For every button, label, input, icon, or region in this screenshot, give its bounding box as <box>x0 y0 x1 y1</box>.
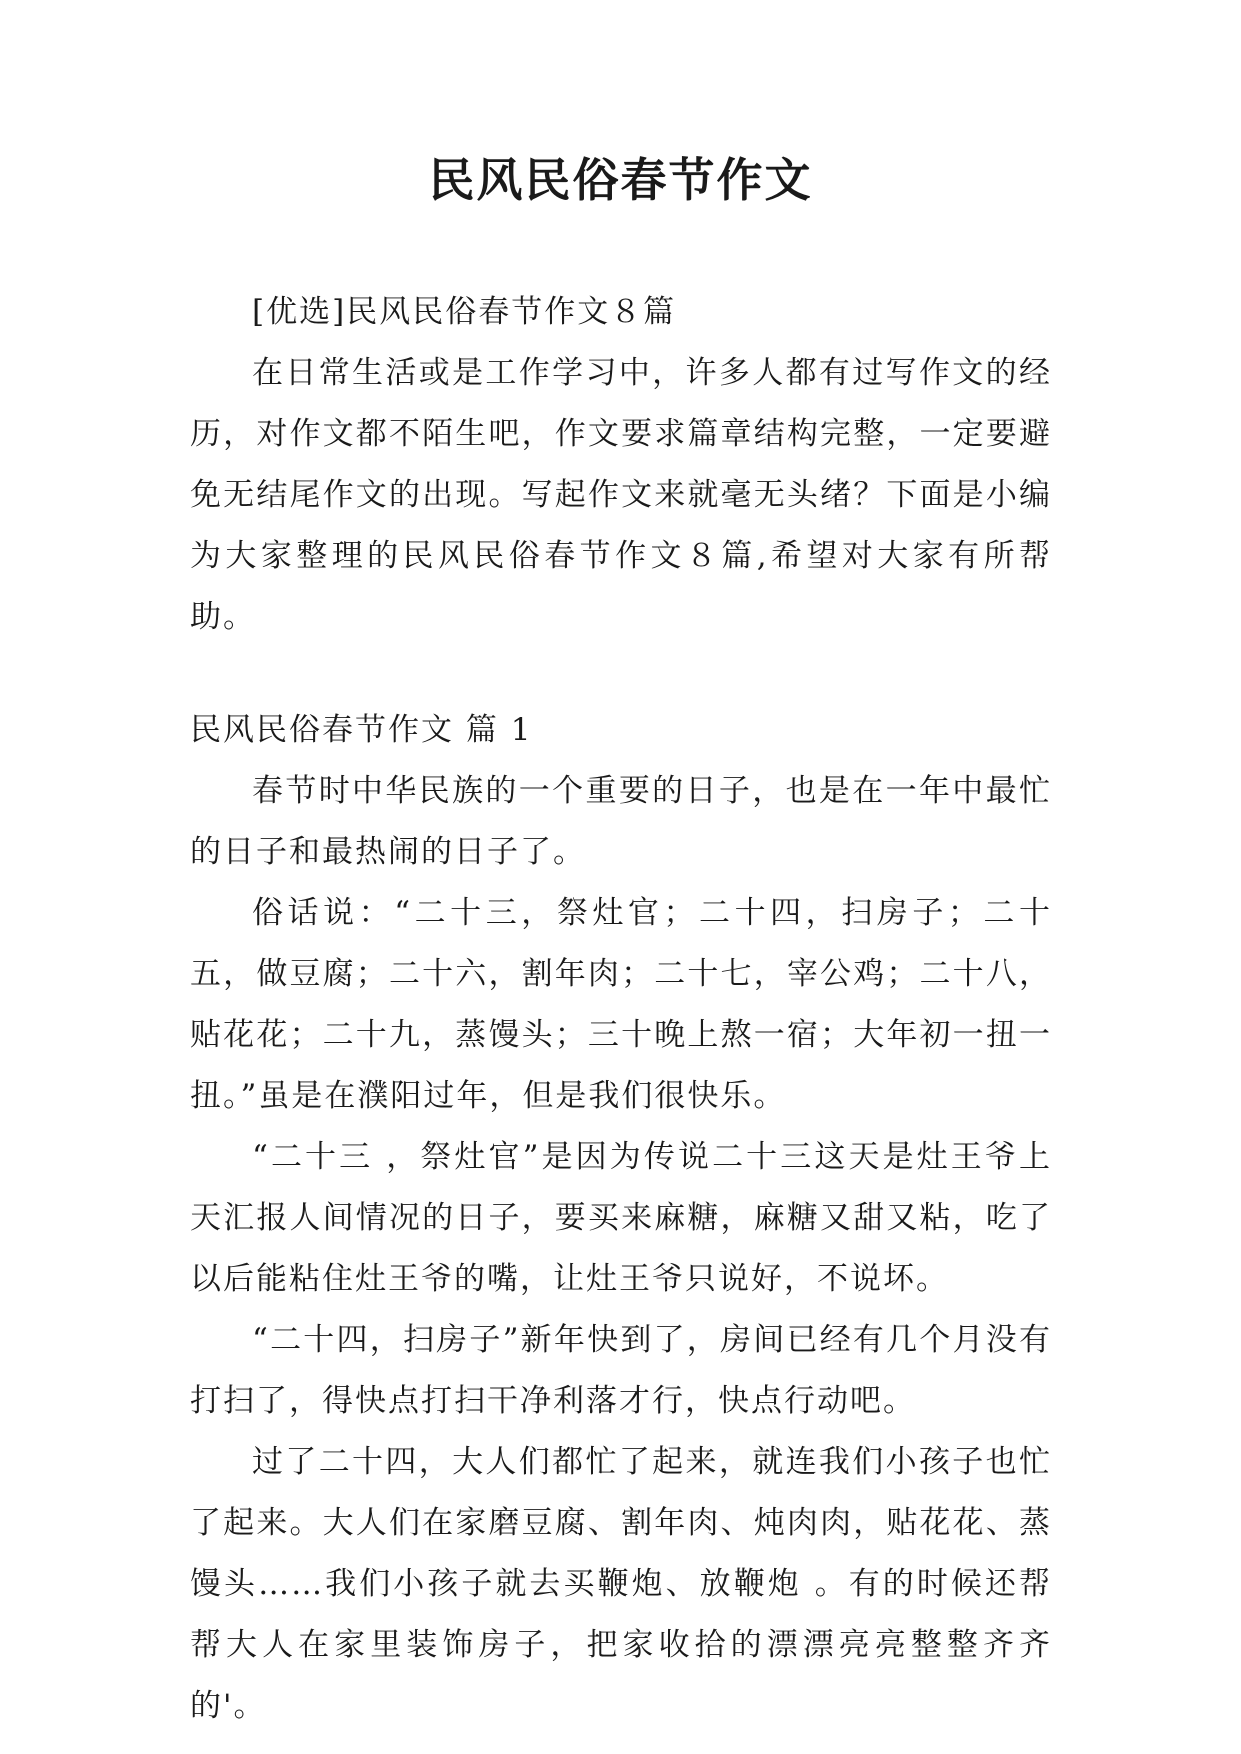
section-heading: 民风民俗春节作文 篇 1 <box>190 712 533 748</box>
body-paragraph: “二十三 ，祭灶官”是因为传说二十三这天是灶王爷上天汇报人间情况的日子，要买来麻糖，麻糖又甜又粘，吃了以后能粘住灶王爷的嘴，让灶王爷只说好，不说坏。 <box>190 1139 1052 1297</box>
body-paragraph: 春节时中华民族的一个重要的日子，也是在一年中最忙的日子和最热闹的日子了。 <box>190 773 1052 870</box>
body-paragraph: 过了二十四，大人们都忙了起来，就连我们小孩子也忙了起来。大人们在家磨豆腐、割年肉、炖肉肉，贴花花、蒸馒头……我们小孩子就去买鞭炮、放鞭炮 。有的时候还帮帮大人在家里装饰房子，把家收拾的漂漂亮亮整整齐齐的'。 <box>190 1444 1052 1724</box>
body-paragraph: 俗话说：“二十三，祭灶官；二十四，扫房子；二十五，做豆腐；二十六，割年肉；二十七，宰公鸡；二十八，贴花花；二十九，蒸馒头；三十晚上熬一宿；大年初一扭一扭。”虽是在濮阳过年，但是我们很快乐。 <box>190 895 1052 1114</box>
body-paragraph: “二十四，扫房子”新年快到了，房间已经有几个月没有打扫了，得快点打扫干净利落才行，快点行动吧。 <box>190 1322 1052 1419</box>
document-subtitle: [优选]民风民俗春节作文８篇 <box>252 294 677 330</box>
document-body <box>190 282 1052 1737</box>
document-title: 民风民俗春节作文 <box>428 153 813 207</box>
intro-paragraph: 在日常生活或是工作学习中，许多人都有过写作文的经历，对作文都不陌生吧，作文要求篇章结构完整，一定要避免无结尾作文的出现。写起作文来就毫无头绪？下面是小编为大家整理的民风民俗春节作文８篇,希望对大家有所帮助。 <box>190 355 1052 635</box>
